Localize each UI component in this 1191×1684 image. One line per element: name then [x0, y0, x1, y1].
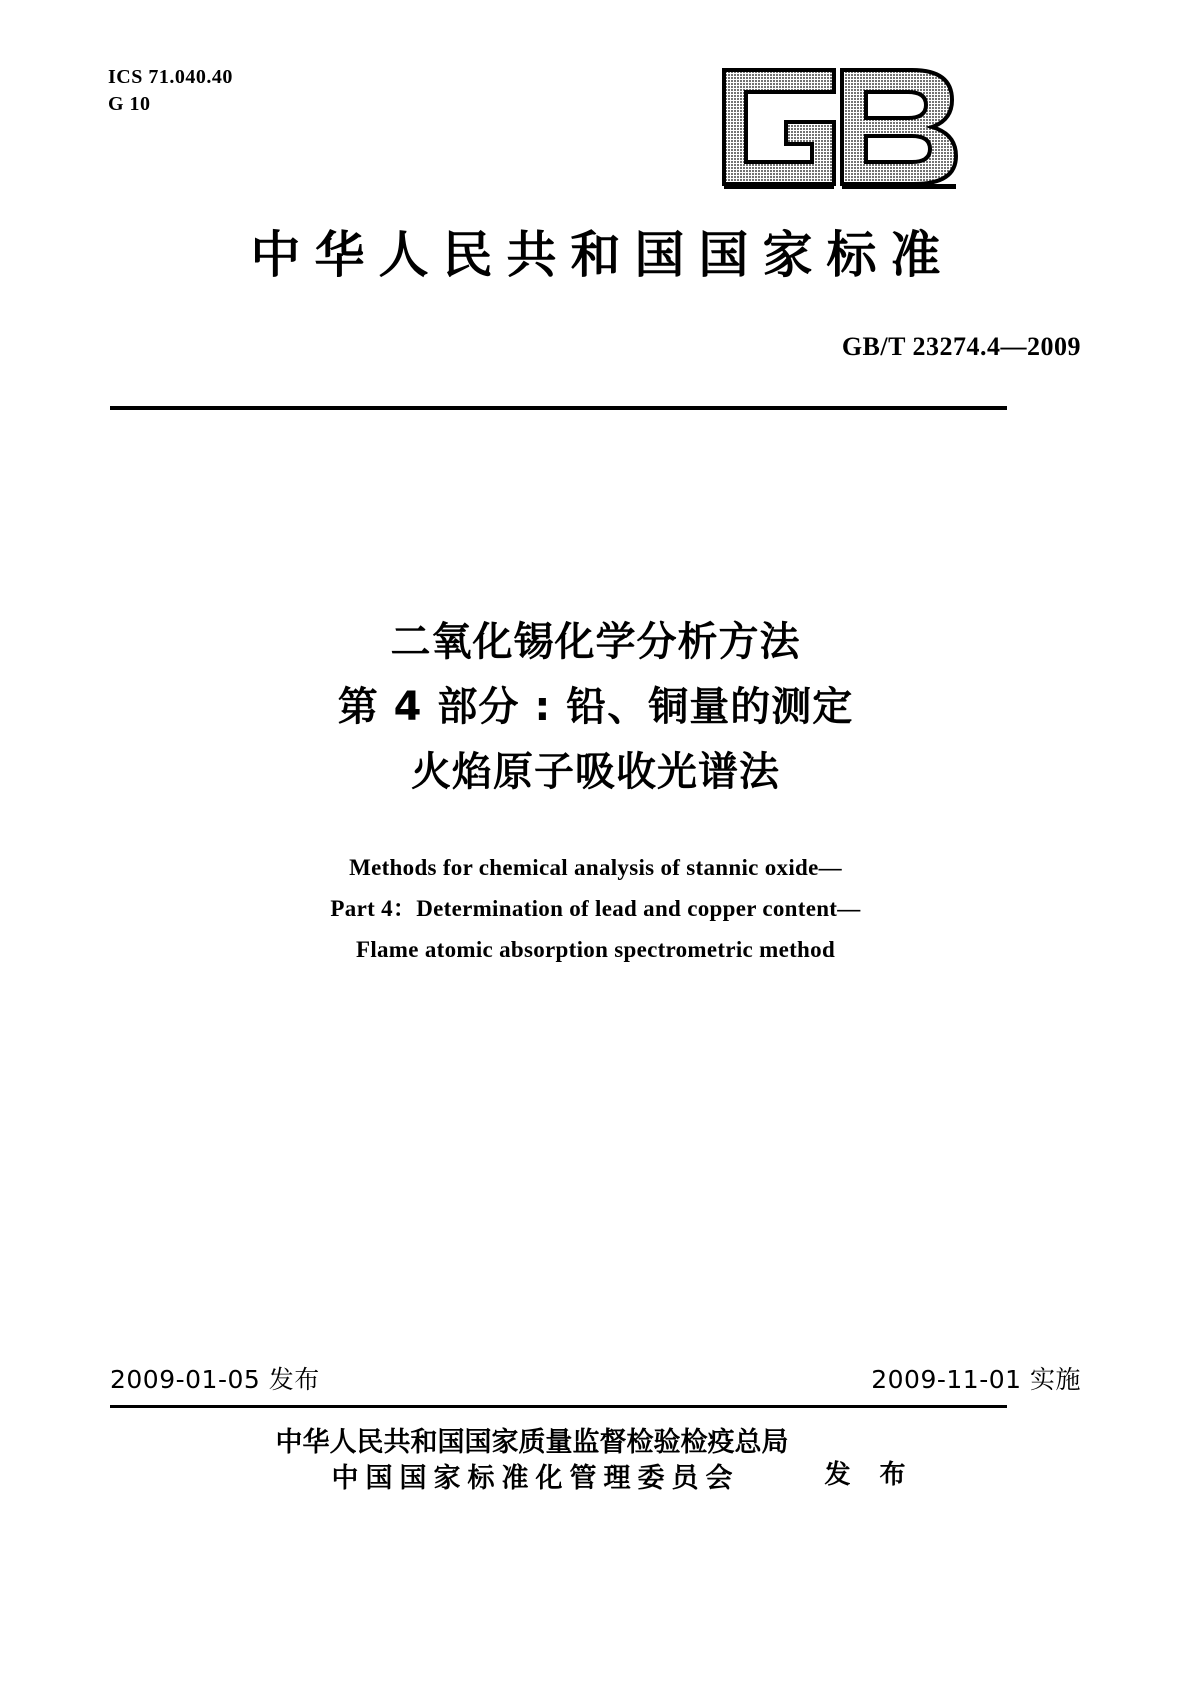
title-cn-line-3: 火焰原子吸收光谱法	[411, 748, 780, 795]
ccs-code: G 10	[108, 92, 151, 115]
issuer-line-2: 中国国家标准化管理委员会	[331, 1463, 740, 1495]
title-en-line-3: Flame atomic absorption spectrometric method	[355, 936, 836, 962]
issuing-organizations	[0, 1425, 1191, 1498]
issuer-line-1: 中华人民共和国国家质量监督检验检疫总局	[275, 1427, 789, 1458]
header-divider	[110, 406, 1007, 410]
title-cn-line-1: 二氧化锡化学分析方法	[390, 619, 801, 665]
ics-code: ICS 71.040.40	[108, 66, 233, 88]
title-en-line-2: Part 4：Determination of lead and copper content—	[330, 895, 861, 921]
document-title-cn	[0, 610, 1191, 804]
title-cn-line-2: 第 4 部分 : 铅、铜量的测定	[337, 683, 854, 730]
document-title-en	[0, 848, 1191, 971]
footer-divider	[110, 1405, 1007, 1408]
issue-date: 2009-01-05 发布	[110, 1365, 320, 1394]
ics-classification-block	[108, 64, 233, 117]
title-en-line-1: Methods for chemical analysis of stannic oxide—	[349, 855, 842, 880]
issuer-names	[275, 1425, 788, 1498]
national-standard-title: 中华人民共和国国家标准	[250, 226, 955, 284]
issue-word: 发 布	[824, 1459, 916, 1490]
implementation-date: 2009-11-01 实施	[871, 1365, 1081, 1394]
gb-logo-icon	[716, 62, 966, 192]
standard-number: GB/T 23274.4—2009	[841, 332, 1081, 361]
